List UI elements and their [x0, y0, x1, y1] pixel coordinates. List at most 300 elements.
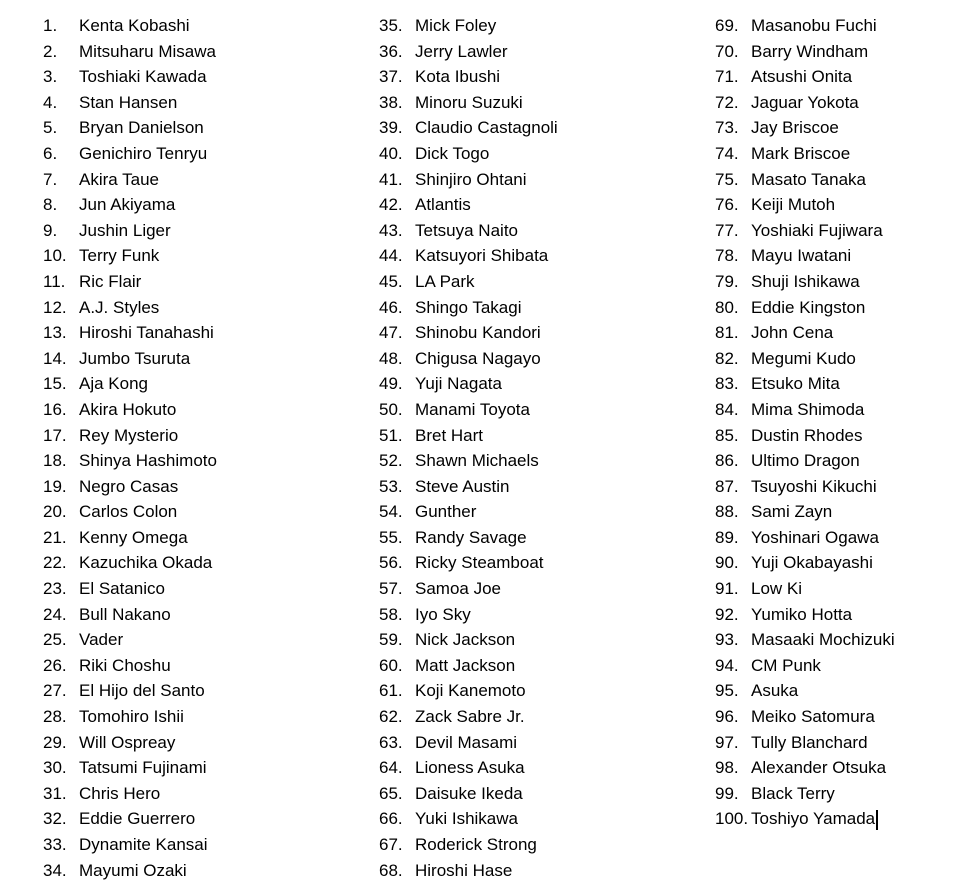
list-number: 77.: [715, 220, 739, 240]
wrestler-name: Yuji Okabayashi: [751, 553, 873, 573]
list-number: 16.: [43, 399, 67, 419]
wrestler-name: Masato Tanaka: [751, 169, 866, 189]
wrestler-name: Chigusa Nagayo: [415, 348, 541, 368]
list-item[interactable]: [43, 64, 363, 90]
list-item[interactable]: [379, 678, 699, 704]
list-item[interactable]: [715, 704, 960, 730]
wrestler-name: A.J. Styles: [79, 297, 160, 317]
list-item[interactable]: [43, 627, 363, 653]
list-number: 90.: [715, 553, 739, 573]
list-number: 1.: [43, 16, 58, 35]
wrestler-name: Koji Kanemoto: [415, 681, 526, 701]
list-item[interactable]: [715, 192, 960, 218]
list-number: 36.: [379, 41, 403, 61]
list-item[interactable]: [379, 576, 699, 602]
list-item[interactable]: [715, 576, 960, 602]
list-number: 50.: [379, 399, 403, 419]
list-item[interactable]: [715, 755, 960, 781]
list-item[interactable]: [379, 755, 699, 781]
wrestler-name: Mima Shimoda: [751, 399, 865, 419]
list-number: 52.: [379, 451, 403, 471]
wrestler-name: Matt Jackson: [415, 655, 516, 675]
list-item[interactable]: [379, 141, 699, 167]
wrestler-name: Barry Windham: [751, 41, 869, 61]
list-item[interactable]: [715, 397, 960, 423]
list-item[interactable]: [43, 474, 363, 500]
wrestler-name: Atlantis: [415, 195, 471, 215]
list-item[interactable]: [715, 550, 960, 576]
wrestler-name: Roderick Strong: [415, 835, 537, 854]
list-number: 53.: [379, 476, 403, 496]
list-item[interactable]: [43, 755, 363, 781]
list-number: 45.: [379, 271, 403, 291]
list-item[interactable]: [43, 269, 363, 295]
list-item[interactable]: [715, 653, 960, 679]
list-item[interactable]: [379, 832, 699, 858]
wrestler-name: Shinjiro Ohtani: [415, 169, 527, 189]
wrestler-name: Meiko Satomura: [751, 707, 875, 727]
list-number: 85.: [715, 425, 739, 445]
list-item[interactable]: [43, 397, 363, 423]
list-number: 17.: [43, 425, 67, 445]
wrestler-name: Stan Hansen: [79, 92, 178, 112]
wrestler-name: Eddie Guerrero: [79, 809, 196, 829]
wrestler-name: Devil Masami: [415, 732, 518, 752]
list-number: 27.: [43, 681, 67, 701]
wrestler-name: Keiji Mutoh: [751, 195, 836, 215]
list-item[interactable]: [715, 295, 960, 321]
list-number: 99.: [715, 783, 739, 803]
wrestler-name: Kota Ibushi: [415, 67, 501, 87]
wrestler-name: Yuji Nagata: [415, 374, 502, 394]
wrestler-name: Tatsumi Fujinami: [79, 758, 207, 778]
wrestler-name: Chris Hero: [79, 783, 161, 803]
wrestler-name: Riki Choshu: [79, 655, 171, 675]
wrestler-name: Lioness Asuka: [415, 758, 525, 778]
wrestler-name: John Cena: [751, 323, 834, 343]
list-item[interactable]: [43, 141, 363, 167]
list-number: 61.: [379, 681, 403, 701]
list-item[interactable]: [43, 653, 363, 679]
list-item[interactable]: [715, 678, 960, 704]
wrestler-name: Tsuyoshi Kikuchi: [751, 476, 877, 496]
list-item[interactable]: [43, 346, 363, 372]
list-item[interactable]: [715, 64, 960, 90]
wrestler-name: Iyo Sky: [415, 604, 471, 624]
wrestler-name: Yuki Ishikawa: [415, 809, 518, 829]
list-item[interactable]: [379, 269, 699, 295]
list-item[interactable]: [715, 730, 960, 756]
list-item[interactable]: [379, 115, 699, 141]
list-number: 98.: [715, 758, 739, 778]
list-item[interactable]: [715, 806, 960, 832]
list-number: 76.: [715, 195, 739, 215]
list-number: 60.: [379, 655, 403, 675]
wrestler-name: Akira Taue: [79, 169, 160, 189]
list-number: 62.: [379, 707, 403, 727]
list-number: 38.: [379, 92, 403, 112]
list-number: 70.: [715, 41, 739, 61]
list-number: 46.: [379, 297, 403, 317]
wrestler-name: Ric Flair: [79, 271, 142, 291]
wrestler-name: Jerry Lawler: [415, 41, 508, 61]
list-number: 80.: [715, 297, 739, 317]
list-number: 66.: [379, 809, 403, 829]
list-number: 100.: [715, 809, 749, 829]
wrestler-name: Bull Nakano: [79, 604, 171, 624]
wrestler-name: Mayu Iwatani: [751, 246, 852, 266]
list-number: 39.: [379, 118, 403, 138]
wrestler-name: Jushin Liger: [79, 220, 171, 240]
wrestler-name: Low Ki: [751, 579, 803, 599]
list-number: 22.: [43, 553, 67, 573]
wrestler-name: Black Terry: [751, 783, 835, 803]
wrestler-name: Will Ospreay: [79, 732, 176, 752]
wrestler-name: Asuka: [751, 681, 799, 701]
list-item[interactable]: [379, 653, 699, 679]
list-number: 59.: [379, 630, 403, 650]
list-item[interactable]: [43, 499, 363, 525]
list-number: 14.: [43, 348, 67, 368]
list-item[interactable]: [43, 115, 363, 141]
list-number: 71.: [715, 67, 739, 87]
wrestler-name: Dick Togo: [415, 143, 490, 163]
text-cursor: [876, 810, 878, 830]
wrestler-name: Mitsuharu Misawa: [79, 41, 216, 61]
list-item[interactable]: [379, 499, 699, 525]
list-item[interactable]: [43, 678, 363, 704]
wrestler-name: Toshiaki Kawada: [79, 67, 207, 87]
wrestler-name: Toshiyo Yamada: [751, 809, 876, 829]
list-number: 56.: [379, 553, 403, 573]
list-number: 64.: [379, 758, 403, 778]
list-number: 91.: [715, 579, 739, 599]
wrestler-name: Yoshinari Ogawa: [751, 527, 879, 547]
wrestler-name: Randy Savage: [415, 527, 527, 547]
wrestler-name: Shawn Michaels: [415, 451, 539, 471]
list-item[interactable]: [43, 192, 363, 218]
list-item[interactable]: [715, 320, 960, 346]
list-item[interactable]: [715, 346, 960, 372]
wrestler-name: Rey Mysterio: [79, 425, 179, 445]
wrestler-name: Samoa Joe: [415, 579, 501, 599]
list-number: 42.: [379, 195, 403, 215]
list-item[interactable]: [715, 448, 960, 474]
wrestler-name: Aja Kong: [79, 374, 148, 394]
list-number: 81.: [715, 323, 739, 343]
list-number: 69.: [715, 16, 739, 35]
list-number: 94.: [715, 655, 739, 675]
list-number: 23.: [43, 579, 67, 599]
list-item[interactable]: [379, 90, 699, 116]
list-number: 57.: [379, 579, 403, 599]
list-number: 73.: [715, 118, 739, 138]
list-item[interactable]: [43, 243, 363, 269]
wrestler-name: Shinya Hashimoto: [79, 451, 217, 471]
list-number: 83.: [715, 374, 739, 394]
list-number: 49.: [379, 374, 403, 394]
list-item[interactable]: [379, 192, 699, 218]
list-number: 41.: [379, 169, 403, 189]
list-item[interactable]: [379, 39, 699, 65]
list-item[interactable]: [43, 550, 363, 576]
wrestler-name: Jumbo Tsuruta: [79, 348, 191, 368]
list-item[interactable]: [715, 423, 960, 449]
wrestler-name: Genichiro Tenryu: [79, 143, 208, 163]
wrestler-name: Bret Hart: [415, 425, 484, 445]
list-item[interactable]: [715, 167, 960, 193]
list-number: 74.: [715, 143, 739, 163]
list-number: 15.: [43, 374, 67, 394]
list-item[interactable]: [43, 320, 363, 346]
list-number: 82.: [715, 348, 739, 368]
wrestler-name: Ultimo Dragon: [751, 451, 860, 471]
list-number: 44.: [379, 246, 403, 266]
list-number: 87.: [715, 476, 739, 496]
list-item[interactable]: [379, 602, 699, 628]
list-item[interactable]: [43, 704, 363, 730]
wrestler-name: Steve Austin: [415, 476, 510, 496]
list-item[interactable]: [715, 90, 960, 116]
list-number: 8.: [43, 195, 58, 215]
wrestler-name: Gunther: [415, 502, 477, 522]
wrestler-name: CM Punk: [751, 655, 821, 675]
list-item[interactable]: [379, 448, 699, 474]
list-number: 21.: [43, 527, 67, 547]
wrestler-name: El Hijo del Santo: [79, 681, 205, 701]
list-item[interactable]: [43, 730, 363, 756]
list-item[interactable]: [379, 167, 699, 193]
list-item[interactable]: [43, 806, 363, 832]
list-number: 89.: [715, 527, 739, 547]
wrestler-name: Shuji Ishikawa: [751, 271, 860, 291]
list-item[interactable]: [43, 858, 363, 883]
list-item[interactable]: [43, 423, 363, 449]
list-number: 25.: [43, 630, 67, 650]
list-number: 28.: [43, 707, 67, 727]
list-item[interactable]: [379, 371, 699, 397]
wrestler-name: El Satanico: [79, 579, 165, 599]
list-number: 43.: [379, 220, 403, 240]
list-number: 12.: [43, 297, 67, 317]
list-item[interactable]: [379, 704, 699, 730]
list-item[interactable]: [379, 627, 699, 653]
list-number: 58.: [379, 604, 403, 624]
wrestler-name: Megumi Kudo: [751, 348, 856, 368]
list-number: 47.: [379, 323, 403, 343]
list-item[interactable]: [715, 474, 960, 500]
list-number: 68.: [379, 860, 403, 880]
wrestler-name: Jaguar Yokota: [751, 92, 859, 112]
wrestler-name: Tully Blanchard: [751, 732, 868, 752]
list-number: 26.: [43, 655, 67, 675]
wrestler-name: Mark Briscoe: [751, 143, 851, 163]
list-item[interactable]: [715, 525, 960, 551]
list-number: 30.: [43, 758, 67, 778]
list-number: 51.: [379, 425, 403, 445]
wrestler-name: Kenny Omega: [79, 527, 188, 547]
list-column-3: [715, 13, 960, 832]
list-column-1: [43, 13, 363, 883]
wrestler-name: Tomohiro Ishii: [79, 707, 184, 727]
list-item[interactable]: [379, 806, 699, 832]
list-number: 75.: [715, 169, 739, 189]
wrestler-name: Akira Hokuto: [79, 399, 177, 419]
list-item[interactable]: [43, 371, 363, 397]
list-item[interactable]: [715, 115, 960, 141]
wrestler-name: Yumiko Hotta: [751, 604, 853, 624]
list-number: 88.: [715, 502, 739, 522]
wrestler-name: Bryan Danielson: [79, 118, 204, 138]
wrestler-name: Zack Sabre Jr.: [415, 707, 525, 727]
list-item[interactable]: [43, 90, 363, 116]
list-item[interactable]: [715, 627, 960, 653]
list-number: 84.: [715, 399, 739, 419]
wrestler-name: Masanobu Fuchi: [751, 16, 877, 35]
list-item[interactable]: [379, 525, 699, 551]
list-item[interactable]: [43, 39, 363, 65]
wrestler-name: Mick Foley: [415, 16, 497, 35]
list-number: 33.: [43, 835, 67, 854]
list-item[interactable]: [379, 295, 699, 321]
wrestler-name: Sami Zayn: [751, 502, 833, 522]
wrestler-name: Ricky Steamboat: [415, 553, 544, 573]
list-item[interactable]: [43, 218, 363, 244]
list-number: 3.: [43, 67, 58, 87]
list-number: 35.: [379, 16, 403, 35]
list-item[interactable]: [379, 550, 699, 576]
wrestler-name: Hiroshi Tanahashi: [79, 323, 214, 343]
list-number: 37.: [379, 67, 403, 87]
list-number: 72.: [715, 92, 739, 112]
wrestler-name: Jay Briscoe: [751, 118, 839, 138]
wrestler-name: Katsuyori Shibata: [415, 246, 549, 266]
list-item[interactable]: [379, 320, 699, 346]
list-item[interactable]: [715, 499, 960, 525]
list-item[interactable]: [715, 243, 960, 269]
wrestler-name: Hiroshi Hase: [415, 860, 513, 880]
wrestler-name: Kenta Kobashi: [79, 16, 190, 35]
list-item[interactable]: [715, 13, 960, 39]
list-number: 79.: [715, 271, 739, 291]
list-item[interactable]: [43, 295, 363, 321]
list-number: 65.: [379, 783, 403, 803]
wrestler-name: Shinobu Kandori: [415, 323, 541, 343]
list-item[interactable]: [715, 39, 960, 65]
list-number: 9.: [43, 220, 58, 240]
wrestler-name: Claudio Castagnoli: [415, 118, 558, 138]
list-number: 63.: [379, 732, 403, 752]
list-number: 2.: [43, 41, 58, 61]
list-number: 86.: [715, 451, 739, 471]
list-item[interactable]: [715, 269, 960, 295]
list-number: 5.: [43, 118, 58, 138]
list-item[interactable]: [379, 346, 699, 372]
list-item[interactable]: [715, 371, 960, 397]
list-number: 40.: [379, 143, 403, 163]
list-number: 4.: [43, 92, 58, 112]
list-number: 31.: [43, 783, 67, 803]
list-item[interactable]: [715, 218, 960, 244]
wrestler-name: Nick Jackson: [415, 630, 516, 650]
wrestler-name: Minoru Suzuki: [415, 92, 523, 112]
list-number: 93.: [715, 630, 739, 650]
list-item[interactable]: [43, 576, 363, 602]
list-number: 10.: [43, 246, 67, 266]
wrestler-name: Dustin Rhodes: [751, 425, 863, 445]
list-number: 67.: [379, 835, 403, 854]
list-item[interactable]: [379, 730, 699, 756]
list-item[interactable]: [379, 243, 699, 269]
list-number: 20.: [43, 502, 67, 522]
list-number: 48.: [379, 348, 403, 368]
list-number: 29.: [43, 732, 67, 752]
list-item[interactable]: [43, 781, 363, 807]
list-number: 97.: [715, 732, 739, 752]
list-item[interactable]: [379, 474, 699, 500]
list-item[interactable]: [379, 218, 699, 244]
list-item[interactable]: [43, 13, 363, 39]
list-item[interactable]: [379, 64, 699, 90]
list-item[interactable]: [43, 448, 363, 474]
list-number: 7.: [43, 169, 58, 189]
list-item[interactable]: [379, 13, 699, 39]
wrestler-name: Terry Funk: [79, 246, 160, 266]
list-number: 54.: [379, 502, 403, 522]
wrestler-name: Shingo Takagi: [415, 297, 522, 317]
wrestler-name: Carlos Colon: [79, 502, 178, 522]
list-column-2: [379, 13, 699, 883]
wrestler-name: Masaaki Mochizuki: [751, 630, 895, 650]
wrestler-name: Kazuchika Okada: [79, 553, 213, 573]
list-item[interactable]: [379, 781, 699, 807]
list-item[interactable]: [379, 858, 699, 883]
list-item[interactable]: [43, 602, 363, 628]
list-item[interactable]: [715, 781, 960, 807]
wrestler-name: Yoshiaki Fujiwara: [751, 220, 883, 240]
list-item[interactable]: [715, 141, 960, 167]
wrestler-name: Daisuke Ikeda: [415, 783, 523, 803]
wrestler-name: Jun Akiyama: [79, 195, 176, 215]
list-item[interactable]: [43, 167, 363, 193]
wrestler-name: Vader: [79, 630, 124, 650]
list-number: 92.: [715, 604, 739, 624]
list-item[interactable]: [715, 602, 960, 628]
list-item[interactable]: [379, 423, 699, 449]
list-number: 24.: [43, 604, 67, 624]
list-number: 19.: [43, 476, 67, 496]
list-number: 34.: [43, 860, 67, 880]
wrestler-name: Alexander Otsuka: [751, 758, 887, 778]
list-number: 55.: [379, 527, 403, 547]
wrestler-name: Dynamite Kansai: [79, 835, 208, 854]
list-number: 11.: [43, 271, 66, 291]
list-number: 6.: [43, 143, 58, 163]
wrestler-name: Mayumi Ozaki: [79, 860, 187, 880]
wrestler-name: Manami Toyota: [415, 399, 530, 419]
list-item[interactable]: [43, 832, 363, 858]
wrestler-name: Etsuko Mita: [751, 374, 840, 394]
wrestler-name: Tetsuya Naito: [415, 220, 518, 240]
wrestler-name: Eddie Kingston: [751, 297, 866, 317]
list-number: 32.: [43, 809, 67, 829]
list-item[interactable]: [43, 525, 363, 551]
list-number: 95.: [715, 681, 739, 701]
list-item[interactable]: [379, 397, 699, 423]
wrestler-name: Negro Casas: [79, 476, 179, 496]
wrestler-name: LA Park: [415, 271, 475, 291]
list-number: 96.: [715, 707, 739, 727]
